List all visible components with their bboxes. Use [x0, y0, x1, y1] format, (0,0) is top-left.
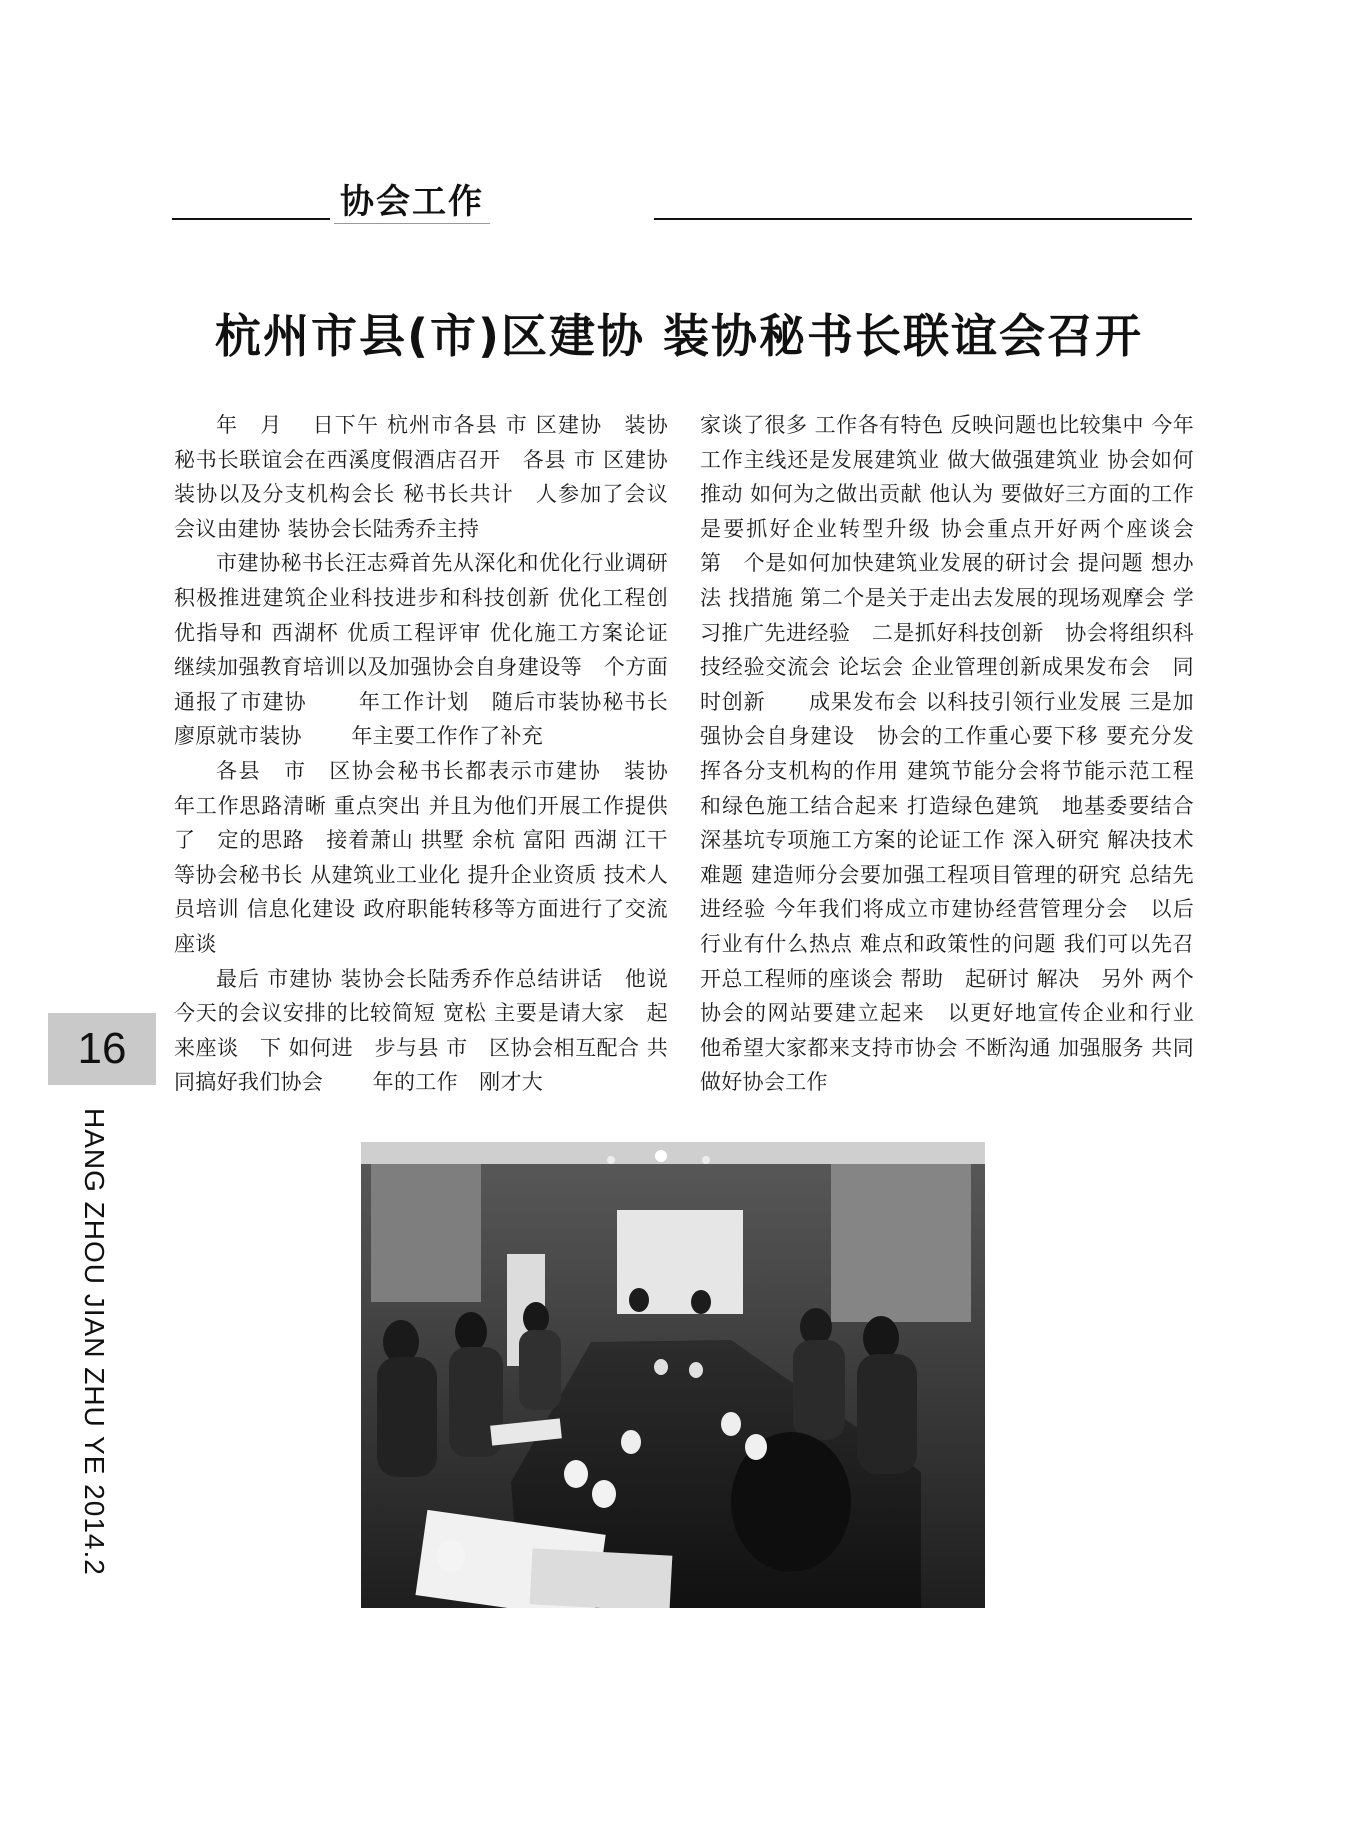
paragraph: 年 月 日下午 杭州市各县 市 区建协 装协秘书长联谊会在西溪度假酒店召开 各县 市 区建协 装协以及分支机构会长 秘书长共计 人参加了会议 会议由建协 装协会长陆秀乔主持: [174, 413, 690, 541]
paragraph: 最后 市建协 装协会长陆秀乔作总结讲话 他说 今天的会议安排的比较简短 宽松 主要是请大家 起来座谈 下 如何进 步与县 市 区协会相互配合 共同搞好我们协会 年的工作 刚才大: [174, 966, 668, 1095]
header-rule-left: [172, 218, 330, 220]
article-column-left: [174, 408, 697, 1100]
meeting-photo: [361, 1142, 985, 1608]
section-label: 协会工作: [334, 174, 490, 224]
paragraph: 各县 市 区协会秘书长都表示市建协 装协 年工作思路清晰 重点突出 并且为他们开展工作提供了 定的思路 接着萧山 拱墅 余杭 富阳 西湖 江干等协会秘书长 从建筑业工业化 提升企业资质 技术人员培训 信息化建设 政府职能转移等方面进行了交流座谈: [174, 758, 697, 956]
paragraph: 市建协秘书长汪志舜首先从深化和优化行业调研 积极推进建筑企业科技进步和科技创新 优化工程创优指导和 西湖杯 优质工程评审 优化施工方案论证 继续加强教育培训以及加强协会自身建设等 个方面通报了市建协 年工作计划 随后市装协秘书长廖原就市装协 年主要工作作了补充: [174, 551, 690, 749]
magazine-issue-label: HANG ZHOU JIAN ZHU YE 2014.2: [79, 1108, 110, 1576]
article-column-right: [700, 408, 1223, 1100]
paragraph: 家谈了很多 工作各有特色 反映问题也比较集中 今年工作主线还是发展建筑业 做大做强建筑业 协会如何推动 如何为之做出贡献 他认为 要做好三方面的工作 是要抓好企业转型升级 协会重点开好两个座谈会 第 个是如何加快建筑业发展的研讨会 提问题 想办法 找措施 第二个是关于走出去发展的现场观摩会 学习推广先进经验 二是抓好科技创新 协会将组织科技经验交流会 论坛会 企业管理创新成果发布会 同时创新 成果发布会 以科技引领行业发展 三是加强协会自身建设 协会的工作重心要下移 要充分发挥各分支机构的作用 建筑节能分会将节能示范工程和绿色施工结合起来 打造绿色建筑 地基委要结合深基坑专项施工方案的论证工作 深入研究 解决技术难题 建造师分会要加强工程项目管理的研究 总结先进经验 今年我们将成立市建协经营管理分会 以后行业有什么热点 难点和政策性的问题 我们可以先召开总工程师的座谈会 帮助 起研讨 解决 另外 两个协会的网站要建立起来 以更好地宣传企业和行业 他希望大家都来支持市协会 不断沟通 加强服务 共同做好协会工作: [700, 413, 1223, 1095]
page-number: 16: [48, 1013, 156, 1085]
article-title: 杭州市县(市)区建协 装协秘书长联谊会召开: [214, 309, 1144, 363]
header-rule-right: [654, 218, 1192, 220]
section-header: [172, 170, 1192, 230]
meeting-photo-illustration: [361, 1142, 985, 1608]
